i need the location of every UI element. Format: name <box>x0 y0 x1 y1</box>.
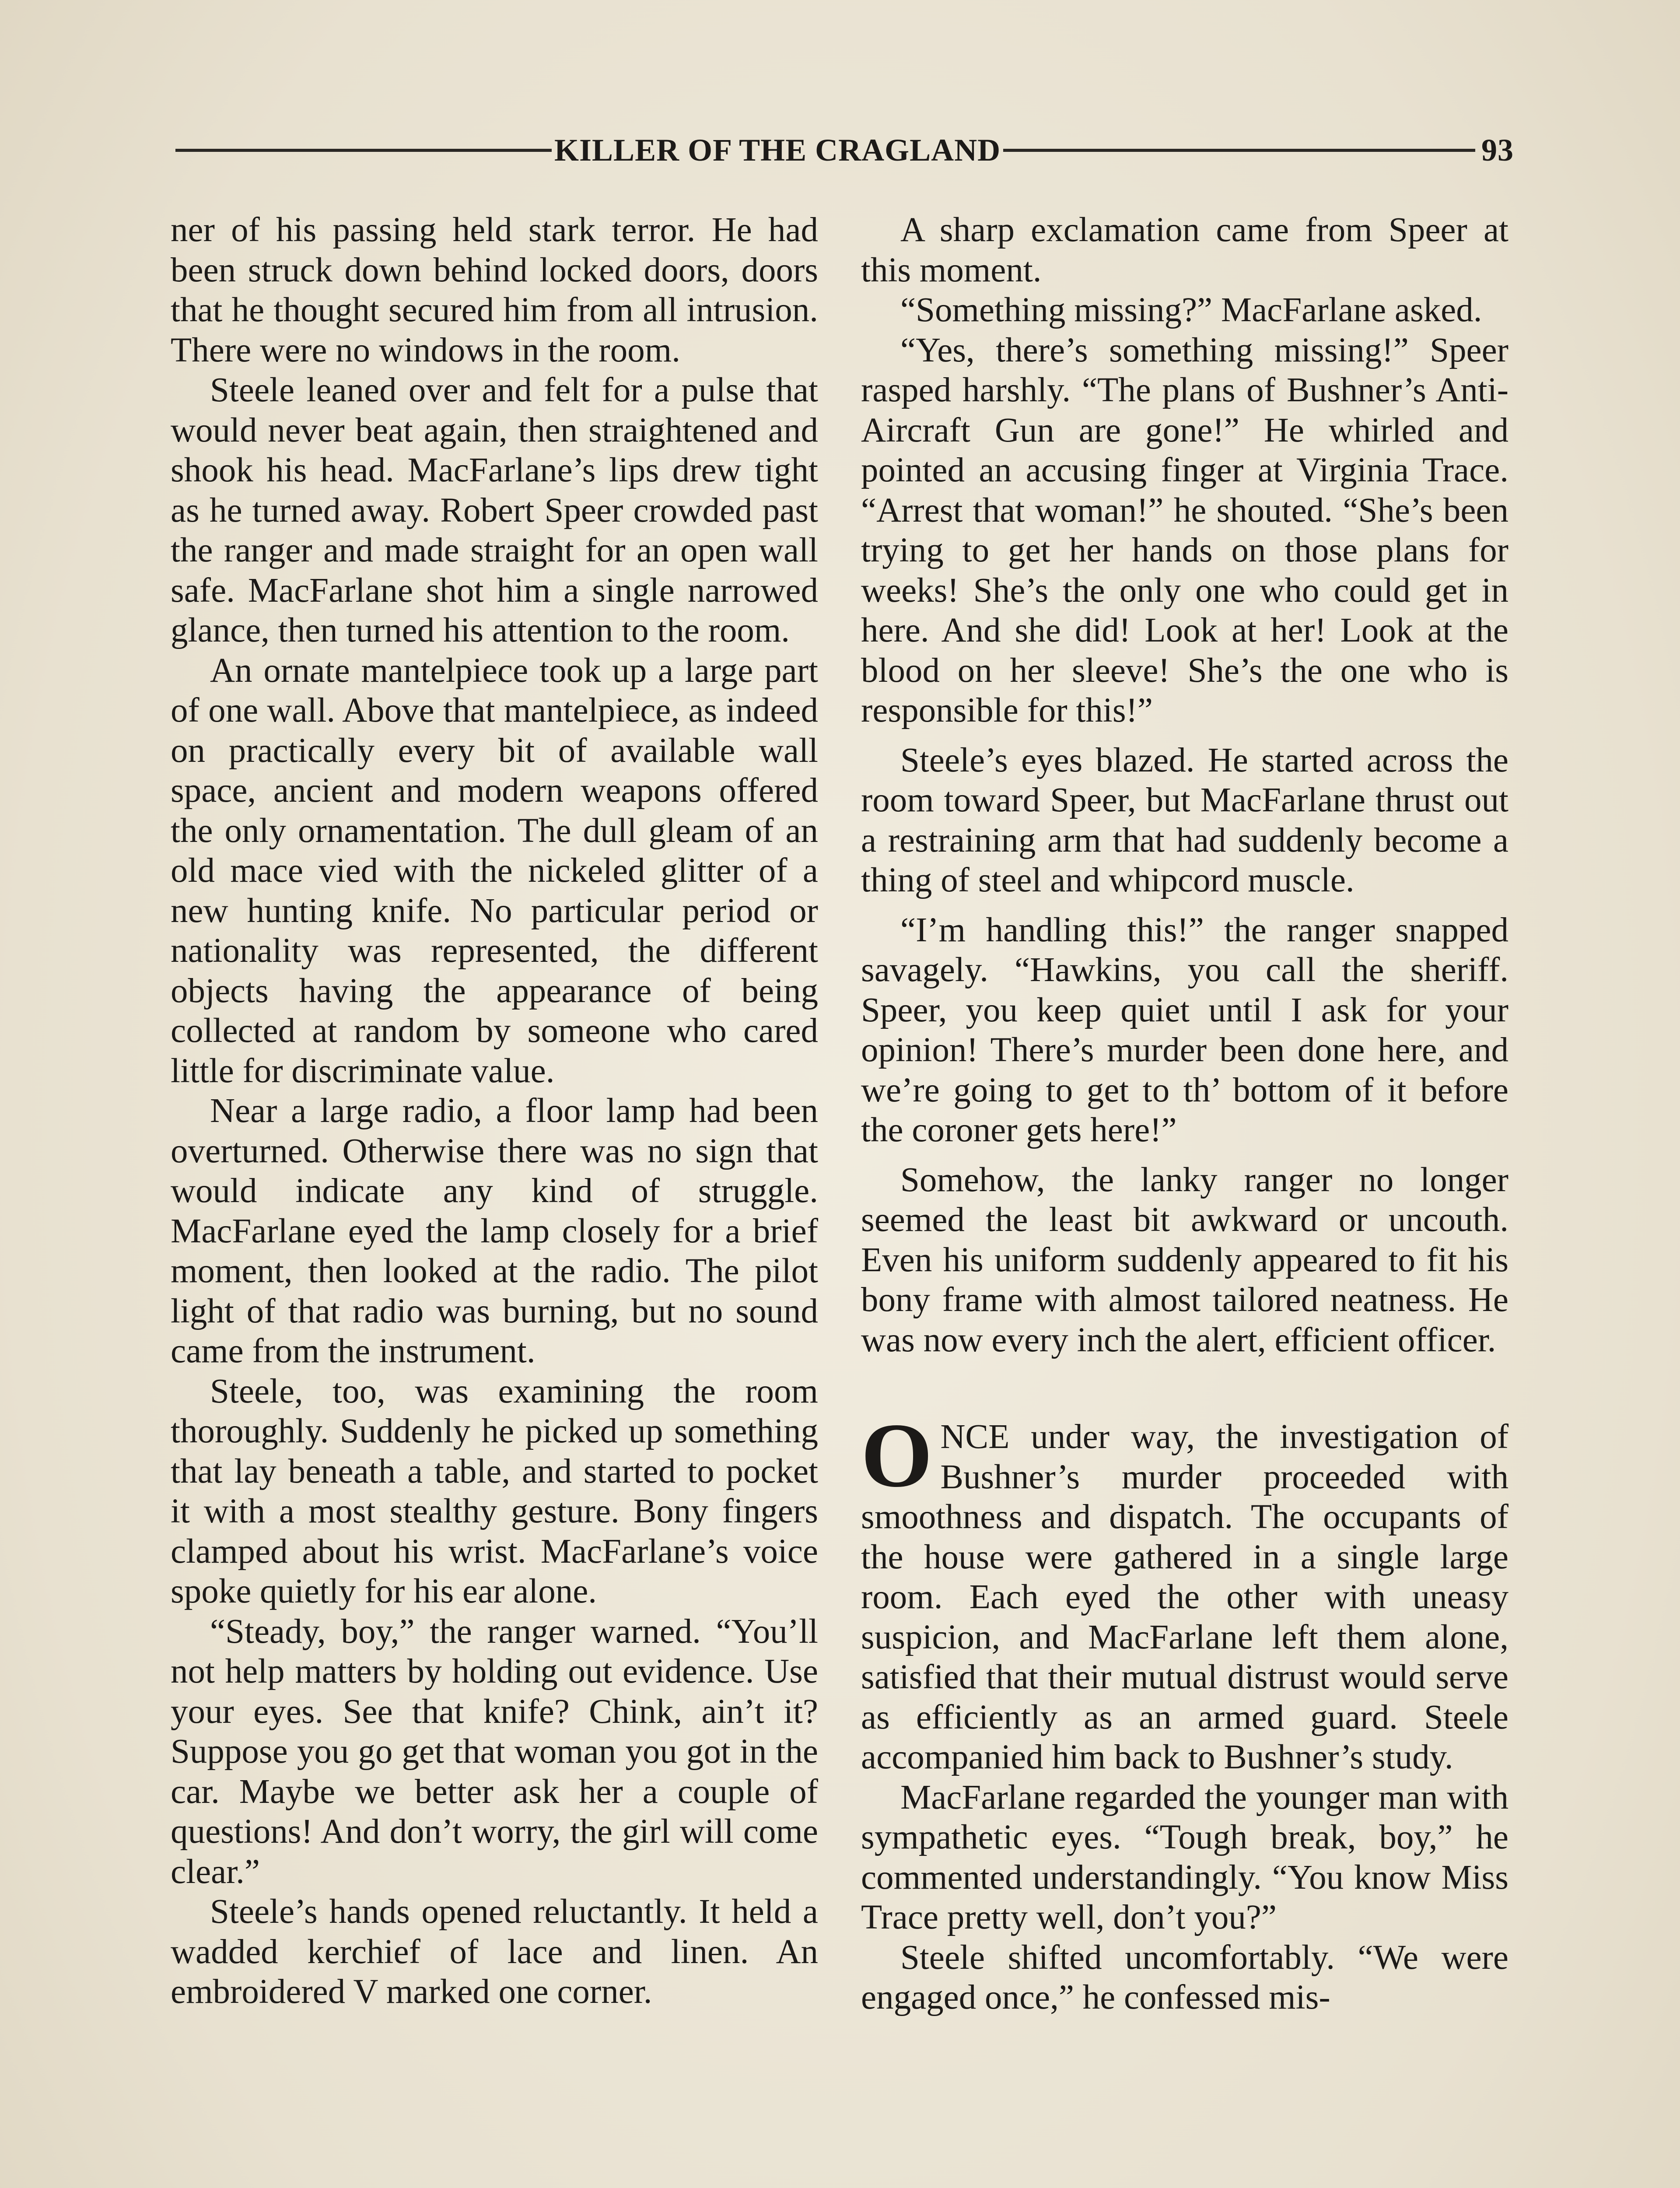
paragraph: Steele, too, was examining the room thoroughly. Suddenly he picked up something that lay beneath a table, and started to pocket it with a most stealthy gesture. Bony fingers clamped about his wrist. MacFarlane’s voice spoke quietly for his ear alone. <box>171 1372 818 1610</box>
page-number: 93 <box>1481 132 1514 168</box>
drop-cap: O <box>861 1405 933 1506</box>
paragraph: A sharp exclamation came from Speer at this moment. <box>861 211 1508 289</box>
paragraph: “I’m handling this!” the ranger snapped savagely. “Hawkins, you call the sheriff. Speer, you keep quiet until I ask for your opinion! There’s murder been done here, and we’re going to get to th’ bottom of it before the coroner gets here!” <box>861 911 1508 1149</box>
section-opening-text: NCE under way, the investigation of Bushner’s murder proceeded with smoothness and dispatch. The occupants of the house were gathered in a single large room. Each eyed the other with uneasy suspicion, and MacFarlane left them alone, satisfied that their mutual distrust would serve as efficiently as an armed guard. Steele accompanied him back to Bushner’s study. <box>861 1418 1508 1776</box>
paragraph: Steele shifted uncomfortably. “We were engaged once,” he confessed mis- <box>861 1938 1508 2016</box>
paragraph: ner of his passing held stark terror. He had been struck down behind locked doors, doors that he thought secured him from all intrusion. There were no windows in the room. <box>171 211 818 369</box>
paragraph: Somehow, the lanky ranger no longer seemed the least bit awkward or uncouth. Even his uniform suddenly appeared to fit his bony frame with almost tailored neatness. He was now every inch the alert, efficient officer. <box>861 1161 1508 1359</box>
paragraph: “Yes, there’s something missing!” Speer rasped harshly. “The plans of Bushner’s Anti-Aircraft Gun are gone!” He whirled and pointed an accusing finger at Virginia Trace. “Arrest that woman!” he shouted. “She’s been trying to get her hands on those plans for weeks! She’s the only one who could get in here. And she did! Look at her! Look at the blood on her sleeve! She’s the one who is responsible for this!” <box>861 331 1508 729</box>
paragraph: Near a large radio, a floor lamp had been overturned. Otherwise there was no sign that would indicate any kind of struggle. MacFarlane eyed the lamp closely for a brief moment, then looked at the radio. The pilot light of that radio was burning, but no sound came from the instrument. <box>171 1092 818 1370</box>
header-rule-left <box>175 149 552 152</box>
right-column <box>861 210 1508 2018</box>
paragraph: Steele’s eyes blazed. He started across the room toward Speer, but MacFarlane thrust out a restraining arm that had suddenly become a thing of steel and whipcord muscle. <box>861 741 1508 899</box>
paragraph: An ornate mantelpiece took up a large part of one wall. Above that mantelpiece, as indeed on practically every bit of available wall space, ancient and modern weapons offered the only ornamentation. The dull gleam of an old mace vied with the nickeled glitter of a new hunting knife. No particular period or nationality was represented, the different objects having the appearance of being collected at random by someone who cared little for discriminate value. <box>171 651 818 1090</box>
story-title: KILLER OF THE CRAGLAND <box>554 132 1001 168</box>
left-column <box>171 210 818 2012</box>
running-header <box>173 130 1514 170</box>
paragraph: Steele leaned over and felt for a pulse that would never beat again, then straightened and shook his head. MacFarlane’s lips drew tight as he turned away. Robert Speer crowded past the ranger and made straight for an open wall safe. MacFarlane shot him a single narrowed glance, then turned his attention to the room. <box>171 371 818 649</box>
header-rule-right <box>1003 149 1475 152</box>
paragraph: Steele’s hands opened reluctantly. It held a wadded kerchief of lace and linen. An embroidered V marked one corner. <box>171 1893 818 2011</box>
paragraph: MacFarlane regarded the younger man with sympathetic eyes. “Tough break, boy,” he commented understandingly. “You know Miss Trace pretty well, don’t you?” <box>861 1778 1508 1936</box>
paragraph: “Steady, boy,” the ranger warned. “You’ll not help matters by holding out evidence. Use your eyes. See that knife? Chink, ain’t it? Suppose you go get that woman you got in the car. Maybe we better ask her a couple of questions! And don’t worry, the girl will come clear.” <box>171 1612 818 1891</box>
paragraph: “Something missing?” MacFarlane asked. <box>900 291 1482 329</box>
section-opening-paragraph <box>861 1405 1508 1778</box>
